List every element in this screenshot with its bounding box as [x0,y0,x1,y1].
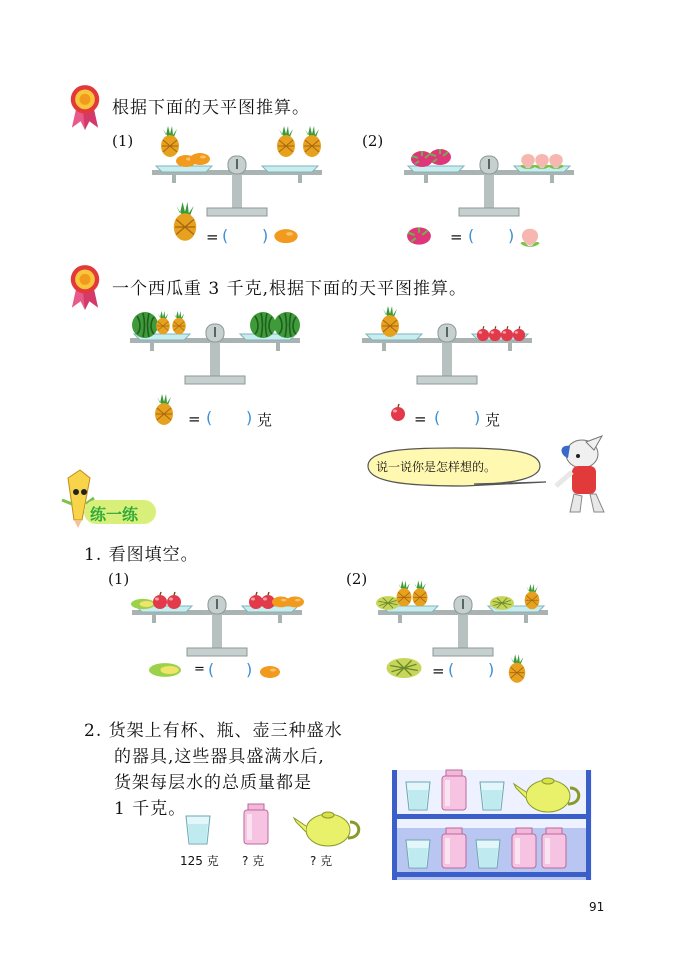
peach-icon [518,226,542,246]
section2-prompt: 一个西瓜重 3 千克,根据下面的天平图推算。 [112,279,468,299]
answer-blank[interactable] [458,660,486,680]
cup-weight-label: 125 克 [180,854,219,868]
answer-blank[interactable] [232,226,260,246]
answer-close-paren: ) [262,226,269,245]
answer-open-paren: ( [222,226,229,245]
answer-open-paren: ( [434,408,441,427]
pineapple-icon [170,202,200,242]
q2-line-3: 货架每层水的总质量都是 [114,773,312,793]
orange-icon [260,662,280,680]
peach-icon [546,152,566,168]
orange-icon [286,594,304,608]
unit-label: 克 [257,411,273,429]
practice-badge-text: 练一练 [90,505,139,524]
cup-icon [406,840,430,870]
page-number: 91 [589,900,605,914]
watermelon-icon [274,312,300,338]
papaya-icon [148,662,182,678]
answer-close-paren: ) [488,660,495,679]
rosette-icon [68,84,102,130]
apple-icon [166,594,182,610]
pot-weight-label: ? 克 [310,854,333,868]
bottle-icon [442,828,466,870]
pineapple-icon [152,394,176,426]
pineapple-icon [170,310,188,336]
section1-sub1-label: (1) [112,132,134,150]
cup-icon [406,782,430,812]
answer-close-paren: ) [246,408,253,427]
teapot-icon [520,774,576,812]
bottle-weight-label: ? 克 [242,854,265,868]
q2-line-2: 的器具,这些器具盛满水后, [114,747,325,767]
answer-close-paren: ) [508,226,515,245]
eq-sign: = [414,410,427,428]
q2-line-1: 2. 货架上有杯、瓶、壶三种盛水 [84,721,343,741]
dragon-fruit-icon [406,226,432,246]
q1-sub1-label: (1) [108,570,130,588]
unit-label: 克 [485,411,501,429]
apple-icon [512,328,526,342]
dragon-fruit-icon [428,148,452,166]
cup-icon [480,782,504,812]
answer-blank[interactable] [216,408,244,428]
pineapple-icon [522,584,542,610]
answer-blank[interactable] [478,226,506,246]
pineapple-icon [410,580,430,608]
watermelon-icon [250,312,276,338]
answer-open-paren: ( [206,408,213,427]
pineapple-icon [274,126,298,158]
eq-sign: = [206,228,219,246]
answer-close-paren: ) [246,660,253,679]
eq-sign: = [432,662,445,680]
apple-icon [390,406,406,422]
rosette-icon [68,264,102,310]
answer-open-paren: ( [208,660,215,679]
pineapple-icon [506,654,528,684]
pineapple-icon [378,306,402,338]
q2-line-4: 1 千克。 [114,799,187,819]
q1-sub2-label: (2) [346,570,368,588]
cup-icon [476,840,500,870]
answer-open-paren: ( [468,226,475,245]
melon-icon [490,596,514,610]
answer-blank[interactable] [218,660,246,680]
answer-blank[interactable] [444,408,472,428]
answer-close-paren: ) [474,408,481,427]
teapot-icon [300,808,356,846]
eq-sign: = [194,662,205,677]
orange-icon [274,228,298,242]
section1-sub2-label: (2) [362,132,384,150]
eq-sign: = [450,228,463,246]
melon-icon [386,658,422,678]
bottle-icon [244,804,268,846]
answer-open-paren: ( [448,660,455,679]
section1-prompt: 根据下面的天平图推算。 [112,98,310,118]
eq-sign: = [188,410,201,428]
bubble-text: 说一说你是怎样想的。 [376,460,497,474]
cup-icon [186,816,210,846]
rabbit-mascot-icon [552,438,616,522]
q1-title: 1. 看图填空。 [84,545,199,565]
pineapple-icon [300,126,324,158]
bottle-icon [542,828,566,870]
bottle-icon [512,828,536,870]
bottle-icon [442,770,466,812]
orange-icon [190,152,210,164]
